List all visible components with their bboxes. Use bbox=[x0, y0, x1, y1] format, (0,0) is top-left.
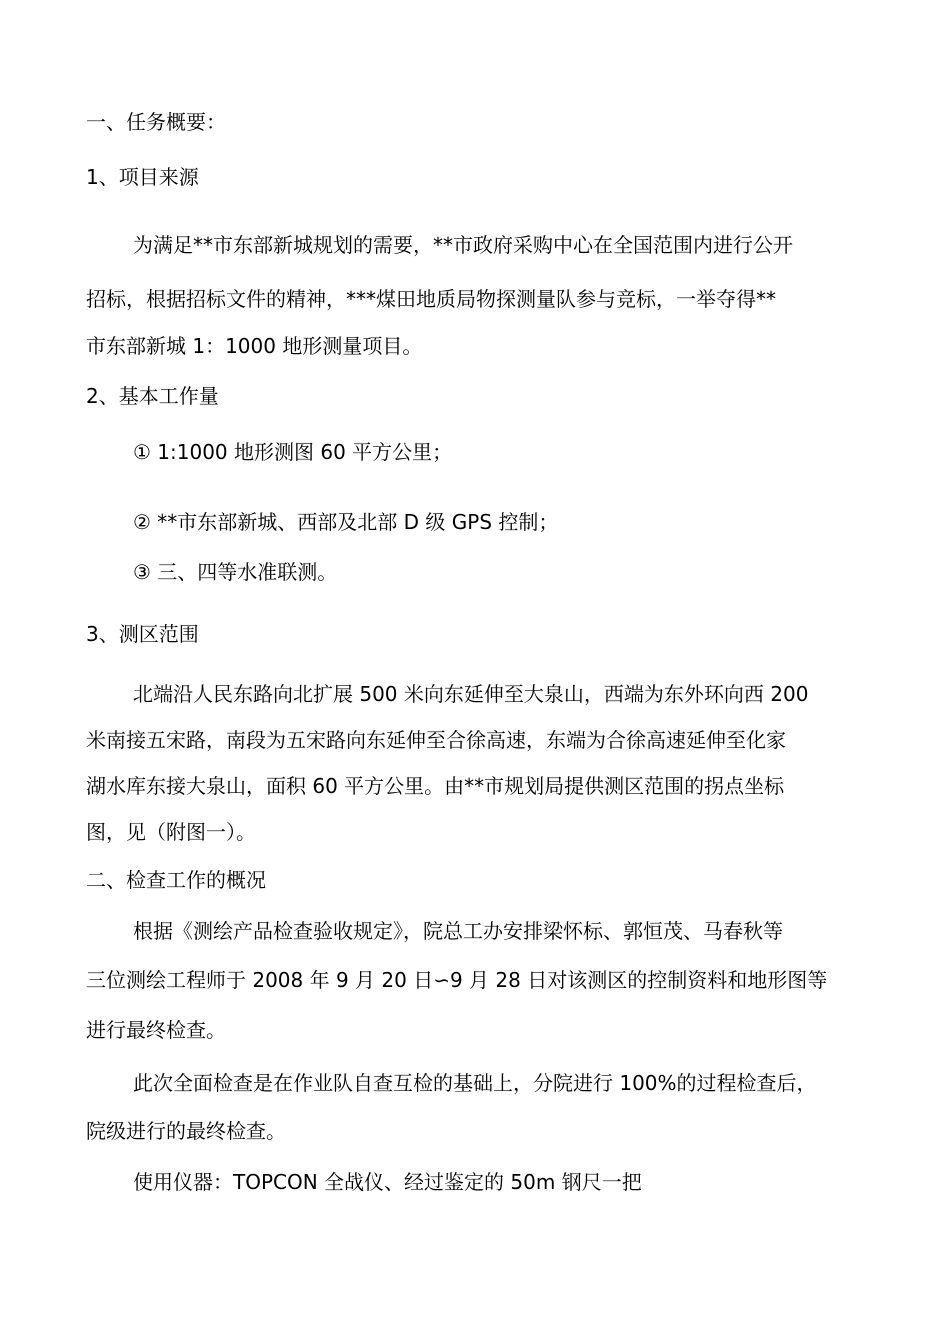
paragraph-line: 为满足**市东部新城规划的需要，**市政府采购中心在全国范围内进行公开 bbox=[133, 233, 793, 257]
paragraph-line: 北端沿人民东路向北扩展 500 米向东延伸至大泉山，西端为东外环向西 200 bbox=[133, 682, 809, 706]
paragraph-line: 院级进行的最终检查。 bbox=[86, 1119, 286, 1143]
subsection-1-heading: 1、项目来源 bbox=[86, 165, 199, 189]
workload-item: ① 1:1000 地形测图 60 平方公里； bbox=[133, 440, 453, 464]
paragraph-line: 此次全面检查是在作业队自查互检的基础上，分院进行 100%的过程检查后， bbox=[133, 1071, 817, 1095]
paragraph-line: 根据《测绘产品检查验收规定》，院总工办安排梁怀标、郭恒茂、马春秋等 bbox=[133, 919, 783, 943]
paragraph-line: 湖水库东接大泉山，面积 60 平方公里。由**市规划局提供测区范围的拐点坐标 bbox=[86, 774, 785, 798]
section-2-heading: 二、检查工作的概况 bbox=[86, 868, 266, 892]
paragraph-line: 图，见（附图一）。 bbox=[86, 820, 256, 844]
paragraph-line: 市东部新城 1：1000 地形测量项目。 bbox=[86, 334, 423, 358]
paragraph-line: 进行最终检查。 bbox=[86, 1018, 226, 1042]
paragraph-line: 招标，根据招标文件的精神，***煤田地质局物探测量队参与竞标，一举夺得** bbox=[86, 287, 776, 311]
subsection-2-heading: 2、基本工作量 bbox=[86, 384, 219, 408]
instrument-line: 使用仪器：TOPCON 全战仪、经过鉴定的 50m 钢尺一把 bbox=[133, 1170, 642, 1194]
workload-item: ② **市东部新城、西部及北部 D 级 GPS 控制； bbox=[133, 510, 559, 534]
paragraph-line: 米南接五宋路，南段为五宋路向东延伸至合徐高速，东端为合徐高速延伸至化家 bbox=[86, 728, 786, 752]
subsection-3-heading: 3、测区范围 bbox=[86, 622, 199, 646]
workload-item: ③ 三、四等水准联测。 bbox=[133, 560, 338, 584]
paragraph-line: 三位测绘工程师于 2008 年 9 月 20 日∽9 月 28 日对该测区的控制资料和地形图等 bbox=[86, 968, 828, 992]
section-1-heading: 一、任务概要： bbox=[86, 110, 226, 134]
